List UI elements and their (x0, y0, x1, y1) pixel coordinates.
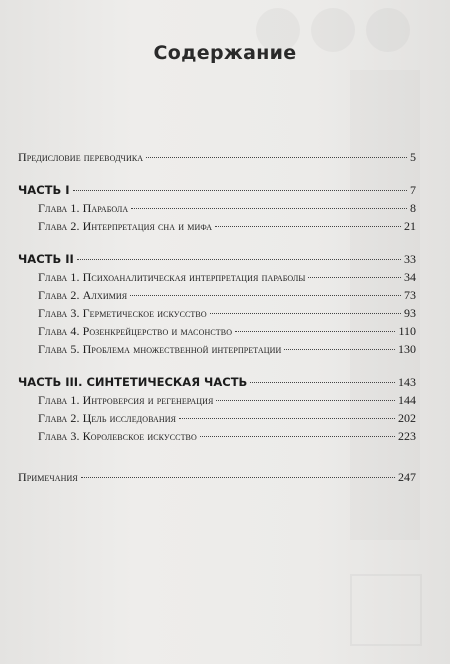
toc-entry-chapter (38, 268, 416, 286)
dot-leader (81, 477, 395, 478)
dot-leader (77, 259, 401, 260)
dot-leader (73, 190, 407, 191)
toc-entry-page: 247 (398, 470, 416, 484)
toc-entry-label: Глава 1. Парабола (38, 201, 129, 215)
toc-entry-preface (18, 148, 416, 166)
toc-entry-label: Глава 1. Психоаналитическая интерпретация параболы (38, 270, 306, 284)
toc-entry-label: Глава 3. Королевское искусство (38, 429, 197, 443)
toc-entry-chapter (38, 391, 416, 409)
dot-leader (250, 382, 395, 383)
toc-entry-page: 202 (398, 411, 416, 425)
bleed-through-logo (350, 574, 422, 646)
toc-entry-page: 8 (410, 201, 416, 215)
toc-entry-page: 21 (404, 219, 416, 233)
toc-entry-chapter (38, 340, 416, 358)
dot-leader (131, 208, 407, 209)
toc-entry-chapter (38, 322, 416, 340)
dot-leader (216, 400, 395, 401)
toc-entry-label: ЧАСТЬ I (18, 183, 70, 197)
toc-entry-part-1 (18, 181, 416, 199)
toc-entry-label: Глава 2. Интерпретация сна и мифа (38, 219, 213, 233)
toc-entry-chapter (38, 286, 416, 304)
toc-entry-notes (18, 468, 416, 486)
toc-entry-page: 144 (398, 393, 416, 407)
dot-leader (308, 277, 401, 278)
dot-leader (235, 331, 395, 332)
dot-leader (179, 418, 395, 419)
toc-entry-label: Глава 5. Проблема множественной интерпретации (38, 342, 282, 356)
toc-entry-page: 73 (404, 288, 416, 302)
toc-entry-page: 34 (404, 270, 416, 284)
toc-entry-page: 33 (404, 252, 416, 266)
toc-entry-page: 130 (398, 342, 416, 356)
toc-entry-label: Глава 3. Герметическое искусство (38, 306, 207, 320)
toc-entry-page: 7 (410, 183, 416, 197)
toc-entry-chapter (38, 199, 416, 217)
toc-entry-label: ЧАСТЬ II (18, 252, 74, 266)
toc-entry-label: Предисловие переводчика (18, 150, 144, 164)
dot-leader (210, 313, 401, 314)
toc-entry-label: Глава 4. Розенкрейцерство и масонство (38, 324, 233, 338)
toc-entry-chapter (38, 217, 416, 235)
toc-entry-chapter (38, 409, 416, 427)
toc-entry-page: 93 (404, 306, 416, 320)
toc-entry-label: Примечания (18, 470, 78, 484)
toc-entry-part-2 (18, 250, 416, 268)
dot-leader (200, 436, 395, 437)
toc-entry-label: Глава 2. Цель исследования (38, 411, 177, 425)
page-title: Содержание (153, 42, 297, 64)
dot-leader (215, 226, 401, 227)
toc-entry-part-3 (18, 373, 416, 391)
toc-entry-label: Глава 2. Алхимия (38, 288, 128, 302)
toc-entry-chapter (38, 304, 416, 322)
dot-leader (284, 349, 395, 350)
toc-entry-page: 5 (410, 150, 416, 164)
toc-entry-label: Глава 1. Интроверсия и регенерация (38, 393, 214, 407)
toc-entry-page: 223 (398, 429, 416, 443)
toc-entry-label: ЧАСТЬ III. СИНТЕТИЧЕСКАЯ ЧАСТЬ (18, 375, 248, 389)
dot-leader (130, 295, 401, 296)
toc-entry-page: 143 (398, 375, 416, 389)
toc-entry-page: 110 (398, 324, 416, 338)
dot-leader (146, 157, 407, 158)
toc-entry-chapter (38, 427, 416, 445)
